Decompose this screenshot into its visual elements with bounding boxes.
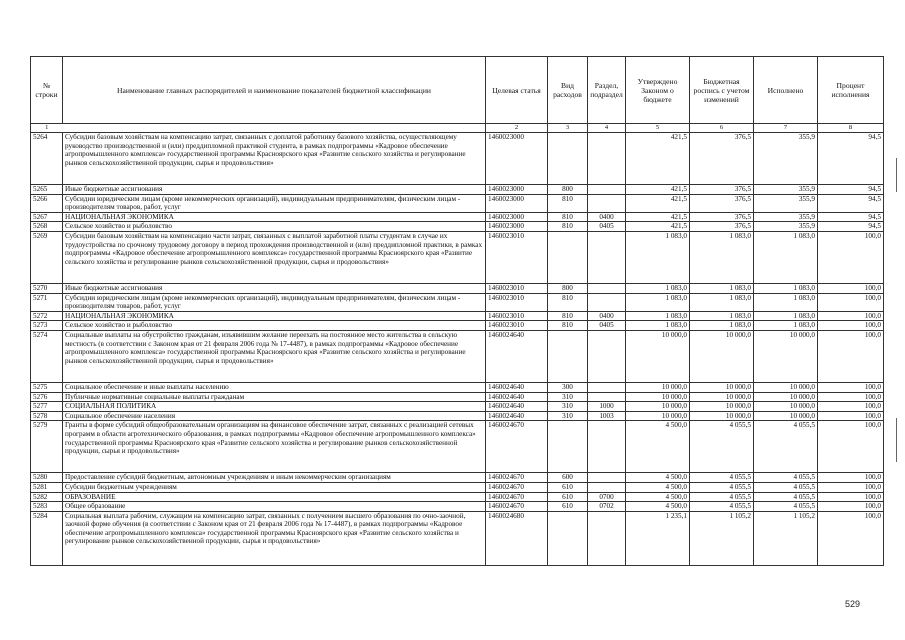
row-target-article: 1460023010 — [486, 321, 548, 331]
column-number: 5 — [626, 124, 690, 133]
budget-table — [30, 56, 884, 566]
row-approved: 1 083,0 — [626, 283, 690, 293]
header-executed: Исполнено — [754, 57, 818, 124]
table-row — [31, 402, 884, 412]
table-row — [31, 212, 884, 222]
row-approved: 4 500,0 — [626, 492, 690, 502]
scan-edge-mark — [896, 158, 897, 192]
header-expense-type: Вид расходов — [548, 57, 588, 124]
row-target-article: 1460023010 — [486, 293, 548, 311]
row-budget-list: 4 055,5 — [690, 492, 754, 502]
row-number: 5276 — [31, 392, 63, 402]
row-section — [588, 473, 626, 483]
row-target-article: 1460023010 — [486, 283, 548, 293]
row-number: 5278 — [31, 411, 63, 421]
header-percent: Процент исполнения — [818, 57, 884, 124]
row-section — [588, 382, 626, 392]
header-section: Раздел, подраздел — [588, 57, 626, 124]
row-executed: 355,9 — [754, 222, 818, 232]
row-percent: 100,0 — [818, 421, 884, 473]
row-approved: 421,5 — [626, 194, 690, 212]
row-name: Социальные выплаты на обустройство гражданам, изъявившим желание переехать на постоянное место жительства в сельскую местность (в соответствии с Законом края от 21 февраля 2006 года № 17-4487), в рамках подпрограммы «Кадровое обеспечение агропромышленного комплекса» государственной программы Красноярского края «Развитие сельского хозяйства и регулирование рынков сельскохозяйственной продукции, сырья и продовольствия» — [63, 330, 486, 382]
row-number: 5280 — [31, 473, 63, 483]
row-executed: 4 055,5 — [754, 502, 818, 512]
row-budget-list: 1 083,0 — [690, 293, 754, 311]
row-executed: 355,9 — [754, 185, 818, 195]
row-budget-list: 376,5 — [690, 212, 754, 222]
table-header — [31, 57, 884, 133]
row-section: 0400 — [588, 311, 626, 321]
row-executed: 355,9 — [754, 133, 818, 185]
row-budget-list: 10 000,0 — [690, 330, 754, 382]
row-target-article: 1460024640 — [486, 402, 548, 412]
row-budget-list: 4 055,5 — [690, 502, 754, 512]
row-executed: 355,9 — [754, 212, 818, 222]
row-name: Субсидии базовым хозяйствам на компенсацию части затрат, связанных с выплатой заработной платы студентам в случае их трудоустройства по срочному трудовому договору в период прохождения производственной и (или) преддипломной практики, в рамках подпрограммы «Кадровое обеспечение агропромышленного комплекса» государственной программы Красноярского края «Развитие сельского хозяйства и регулирование рынков сельскохозяйственной продукции, сырья и продовольствия» — [63, 231, 486, 283]
row-name: СОЦИАЛЬНАЯ ПОЛИТИКА — [63, 402, 486, 412]
row-expense-type: 810 — [548, 222, 588, 232]
row-expense-type: 810 — [548, 321, 588, 331]
row-expense-type: 610 — [548, 502, 588, 512]
row-name: Субсидии юридическим лицам (кроме некоммерческих организаций), индивидуальным предпринимателям, физическим лицам - производителям товаров, работ, услуг — [63, 194, 486, 212]
row-percent: 94,5 — [818, 185, 884, 195]
row-name: Иные бюджетные ассигнования — [63, 283, 486, 293]
row-expense-type: 800 — [548, 283, 588, 293]
row-budget-list: 1 105,2 — [690, 511, 754, 565]
row-percent: 100,0 — [818, 473, 884, 483]
row-number: 5265 — [31, 185, 63, 195]
row-budget-list: 4 055,5 — [690, 473, 754, 483]
column-number — [63, 124, 486, 133]
row-number: 5268 — [31, 222, 63, 232]
row-approved: 10 000,0 — [626, 411, 690, 421]
row-target-article: 1460023000 — [486, 212, 548, 222]
row-number: 5275 — [31, 382, 63, 392]
table-row — [31, 473, 884, 483]
row-target-article: 1460024640 — [486, 392, 548, 402]
row-section — [588, 511, 626, 565]
row-expense-type — [548, 511, 588, 565]
row-number: 5274 — [31, 330, 63, 382]
row-section — [588, 421, 626, 473]
row-executed: 10 000,0 — [754, 411, 818, 421]
row-target-article: 1460024670 — [486, 502, 548, 512]
table-row — [31, 492, 884, 502]
page-number: 529 — [845, 599, 861, 609]
row-approved: 4 500,0 — [626, 421, 690, 473]
row-approved: 421,5 — [626, 212, 690, 222]
row-approved: 421,5 — [626, 222, 690, 232]
row-expense-type: 810 — [548, 311, 588, 321]
row-approved: 1 235,1 — [626, 511, 690, 565]
row-executed: 4 055,5 — [754, 473, 818, 483]
row-name: НАЦИОНАЛЬНАЯ ЭКОНОМИКА — [63, 212, 486, 222]
row-section — [588, 283, 626, 293]
header-row-number: № строки — [31, 57, 63, 124]
table-row — [31, 502, 884, 512]
row-name: Социальная выплата рабочим, служащим на компенсацию затрат, связанных с получением высшего образования по очно-заочной, заочной форме обучения (в соответствии с Законом края от 21 февраля 2006 года № 17-4487), в рамках подпрограммы «Кадровое обеспечение агропромышленного комплекса» государственной программы Красноярского края «Развитие сельского хозяйства и регулирование рынков сельскохозяйственной продукции, сырья и продовольствия» — [63, 511, 486, 565]
row-percent: 100,0 — [818, 411, 884, 421]
row-name: Субсидии юридическим лицам (кроме некоммерческих организаций), индивидуальным предпринимателям, физическим лицам - производителям товаров, работ, услуг — [63, 293, 486, 311]
row-percent: 100,0 — [818, 402, 884, 412]
row-expense-type: 310 — [548, 392, 588, 402]
row-name: Предоставление субсидий бюджетным, автономным учреждениям и иным некоммерческим организациям — [63, 473, 486, 483]
row-section — [588, 482, 626, 492]
row-number: 5273 — [31, 321, 63, 331]
table-row — [31, 330, 884, 382]
row-percent: 100,0 — [818, 321, 884, 331]
row-expense-type — [548, 231, 588, 283]
row-expense-type: 610 — [548, 482, 588, 492]
row-number: 5266 — [31, 194, 63, 212]
row-budget-list: 376,5 — [690, 222, 754, 232]
row-name: Субсидии бюджетным учреждениям — [63, 482, 486, 492]
row-executed: 1 083,0 — [754, 231, 818, 283]
table-row — [31, 392, 884, 402]
row-name: Общее образование — [63, 502, 486, 512]
row-approved: 4 500,0 — [626, 482, 690, 492]
row-target-article: 1460023000 — [486, 222, 548, 232]
row-target-article: 1460024640 — [486, 411, 548, 421]
row-percent: 100,0 — [818, 382, 884, 392]
row-executed: 1 083,0 — [754, 311, 818, 321]
row-executed: 10 000,0 — [754, 330, 818, 382]
column-number: 2 — [486, 124, 548, 133]
row-budget-list: 4 055,5 — [690, 421, 754, 473]
row-section — [588, 293, 626, 311]
row-percent: 94,5 — [818, 222, 884, 232]
row-budget-list: 1 083,0 — [690, 311, 754, 321]
row-budget-list: 10 000,0 — [690, 382, 754, 392]
row-executed: 10 000,0 — [754, 392, 818, 402]
row-expense-type: 610 — [548, 492, 588, 502]
table-body — [31, 133, 884, 566]
row-section: 0400 — [588, 212, 626, 222]
row-section: 0700 — [588, 492, 626, 502]
row-number: 5283 — [31, 502, 63, 512]
table-row — [31, 482, 884, 492]
row-number: 5271 — [31, 293, 63, 311]
row-section: 1000 — [588, 402, 626, 412]
row-budget-list: 10 000,0 — [690, 402, 754, 412]
row-approved: 421,5 — [626, 133, 690, 185]
column-number: 4 — [588, 124, 626, 133]
row-expense-type — [548, 330, 588, 382]
row-percent: 100,0 — [818, 482, 884, 492]
column-number: 8 — [818, 124, 884, 133]
row-expense-type: 800 — [548, 185, 588, 195]
row-executed: 1 083,0 — [754, 283, 818, 293]
row-name: Социальное обеспечение населения — [63, 411, 486, 421]
row-budget-list: 10 000,0 — [690, 392, 754, 402]
column-number: 1 — [31, 124, 63, 133]
row-approved: 4 500,0 — [626, 502, 690, 512]
row-approved: 4 500,0 — [626, 473, 690, 483]
row-budget-list: 376,5 — [690, 194, 754, 212]
row-approved: 10 000,0 — [626, 392, 690, 402]
row-percent: 100,0 — [818, 311, 884, 321]
row-name: Иные бюджетные ассигнования — [63, 185, 486, 195]
row-executed: 4 055,5 — [754, 482, 818, 492]
row-target-article: 1460024670 — [486, 492, 548, 502]
table-row — [31, 382, 884, 392]
table-row — [31, 421, 884, 473]
row-name: Сельское хозяйство и рыболовство — [63, 321, 486, 331]
row-number: 5269 — [31, 231, 63, 283]
row-name: Публичные нормативные социальные выплаты гражданам — [63, 392, 486, 402]
row-number: 5264 — [31, 133, 63, 185]
row-approved: 421,5 — [626, 185, 690, 195]
row-percent: 100,0 — [818, 330, 884, 382]
row-executed: 4 055,5 — [754, 492, 818, 502]
row-budget-list: 1 083,0 — [690, 321, 754, 331]
row-approved: 1 083,0 — [626, 311, 690, 321]
row-number: 5279 — [31, 421, 63, 473]
table-row — [31, 511, 884, 565]
row-percent: 94,5 — [818, 212, 884, 222]
row-percent: 100,0 — [818, 502, 884, 512]
row-approved: 10 000,0 — [626, 402, 690, 412]
column-number: 7 — [754, 124, 818, 133]
row-approved: 1 083,0 — [626, 231, 690, 283]
row-budget-list: 10 000,0 — [690, 411, 754, 421]
row-budget-list: 4 055,5 — [690, 482, 754, 492]
row-executed: 1 083,0 — [754, 293, 818, 311]
row-target-article: 1460023010 — [486, 311, 548, 321]
table-row — [31, 293, 884, 311]
row-target-article: 1460024670 — [486, 421, 548, 473]
row-name: ОБРАЗОВАНИЕ — [63, 492, 486, 502]
row-section — [588, 231, 626, 283]
row-section: 1003 — [588, 411, 626, 421]
row-budget-list: 376,5 — [690, 185, 754, 195]
row-target-article: 1460024640 — [486, 330, 548, 382]
row-percent: 100,0 — [818, 492, 884, 502]
row-target-article: 1460023000 — [486, 133, 548, 185]
row-executed: 4 055,5 — [754, 421, 818, 473]
row-approved: 10 000,0 — [626, 330, 690, 382]
row-approved: 1 083,0 — [626, 321, 690, 331]
row-executed: 1 083,0 — [754, 321, 818, 331]
row-section — [588, 194, 626, 212]
row-budget-list: 376,5 — [690, 133, 754, 185]
row-percent: 94,5 — [818, 194, 884, 212]
row-name: Субсидии базовым хозяйствам на компенсацию затрат, связанных с доплатой работнику базового хозяйства, осуществляющему руководство производственной и (или) преддипломной практикой студента, в рамках подпрограммы «Кадровое обеспечение агропромышленного комплекса» государственной программы Красноярского края «Развитие сельского хозяйства и регулирование рынков сельскохозяйственной продукции, сырья и продовольствия» — [63, 133, 486, 185]
table-row — [31, 185, 884, 195]
header-budget-list: Бюджетная роспись с учетом изменений — [690, 57, 754, 124]
row-number: 5281 — [31, 482, 63, 492]
table-row — [31, 231, 884, 283]
row-percent: 100,0 — [818, 283, 884, 293]
row-section: 0405 — [588, 321, 626, 331]
row-percent: 100,0 — [818, 293, 884, 311]
row-budget-list: 1 083,0 — [690, 231, 754, 283]
row-section — [588, 330, 626, 382]
row-expense-type: 310 — [548, 402, 588, 412]
row-number: 5272 — [31, 311, 63, 321]
row-expense-type: 810 — [548, 212, 588, 222]
row-target-article: 1460023000 — [486, 185, 548, 195]
row-section — [588, 185, 626, 195]
row-percent: 100,0 — [818, 392, 884, 402]
row-section: 0405 — [588, 222, 626, 232]
column-number: 3 — [548, 124, 588, 133]
row-executed: 1 105,2 — [754, 511, 818, 565]
row-target-article: 1460024640 — [486, 382, 548, 392]
row-section: 0702 — [588, 502, 626, 512]
row-number: 5284 — [31, 511, 63, 565]
table-row — [31, 222, 884, 232]
row-expense-type — [548, 133, 588, 185]
row-number: 5270 — [31, 283, 63, 293]
row-number: 5282 — [31, 492, 63, 502]
scan-edge-mark — [896, 418, 897, 462]
row-section — [588, 133, 626, 185]
header-target-article: Целевая статья — [486, 57, 548, 124]
row-name: НАЦИОНАЛЬНАЯ ЭКОНОМИКА — [63, 311, 486, 321]
column-numbers-row — [31, 124, 884, 133]
header-approved: Утверждено Законом о бюджете — [626, 57, 690, 124]
row-target-article: 1460024670 — [486, 473, 548, 483]
table-row — [31, 194, 884, 212]
row-approved: 10 000,0 — [626, 382, 690, 392]
row-expense-type: 310 — [548, 411, 588, 421]
row-percent: 100,0 — [818, 511, 884, 565]
row-name: Социальное обеспечение и иные выплаты населению — [63, 382, 486, 392]
row-expense-type: 810 — [548, 293, 588, 311]
row-target-article: 1460023010 — [486, 231, 548, 283]
table-row — [31, 411, 884, 421]
row-expense-type — [548, 421, 588, 473]
row-executed: 10 000,0 — [754, 402, 818, 412]
table-row — [31, 321, 884, 331]
row-expense-type: 810 — [548, 194, 588, 212]
row-target-article: 1460024670 — [486, 482, 548, 492]
table-row — [31, 311, 884, 321]
column-number: 6 — [690, 124, 754, 133]
table-row — [31, 283, 884, 293]
header-name: Наименование главных распорядителей и наименование показателей бюджетной классификации — [63, 57, 486, 124]
row-expense-type: 300 — [548, 382, 588, 392]
row-percent: 94,5 — [818, 133, 884, 185]
row-name: Сельское хозяйство и рыболовство — [63, 222, 486, 232]
row-number: 5267 — [31, 212, 63, 222]
table-row — [31, 133, 884, 185]
row-percent: 100,0 — [818, 231, 884, 283]
row-number: 5277 — [31, 402, 63, 412]
row-target-article: 1460023000 — [486, 194, 548, 212]
row-executed: 355,9 — [754, 194, 818, 212]
row-section — [588, 392, 626, 402]
row-executed: 10 000,0 — [754, 382, 818, 392]
row-target-article: 1460024680 — [486, 511, 548, 565]
row-approved: 1 083,0 — [626, 293, 690, 311]
row-name: Гранты в форме субсидий общеобразовательным организациям на финансовое обеспечение затрат, связанных с реализацией сетевых программ в области агротехнического образования, в рамках подпрограммы «Кадровое обеспечение агропромышленного комплекса» государственной программы Красноярского края «Развитие сельского хозяйства и регулирование рынков сельскохозяйственной продукции, сырья и продовольствия» — [63, 421, 486, 473]
row-budget-list: 1 083,0 — [690, 283, 754, 293]
row-expense-type: 600 — [548, 473, 588, 483]
